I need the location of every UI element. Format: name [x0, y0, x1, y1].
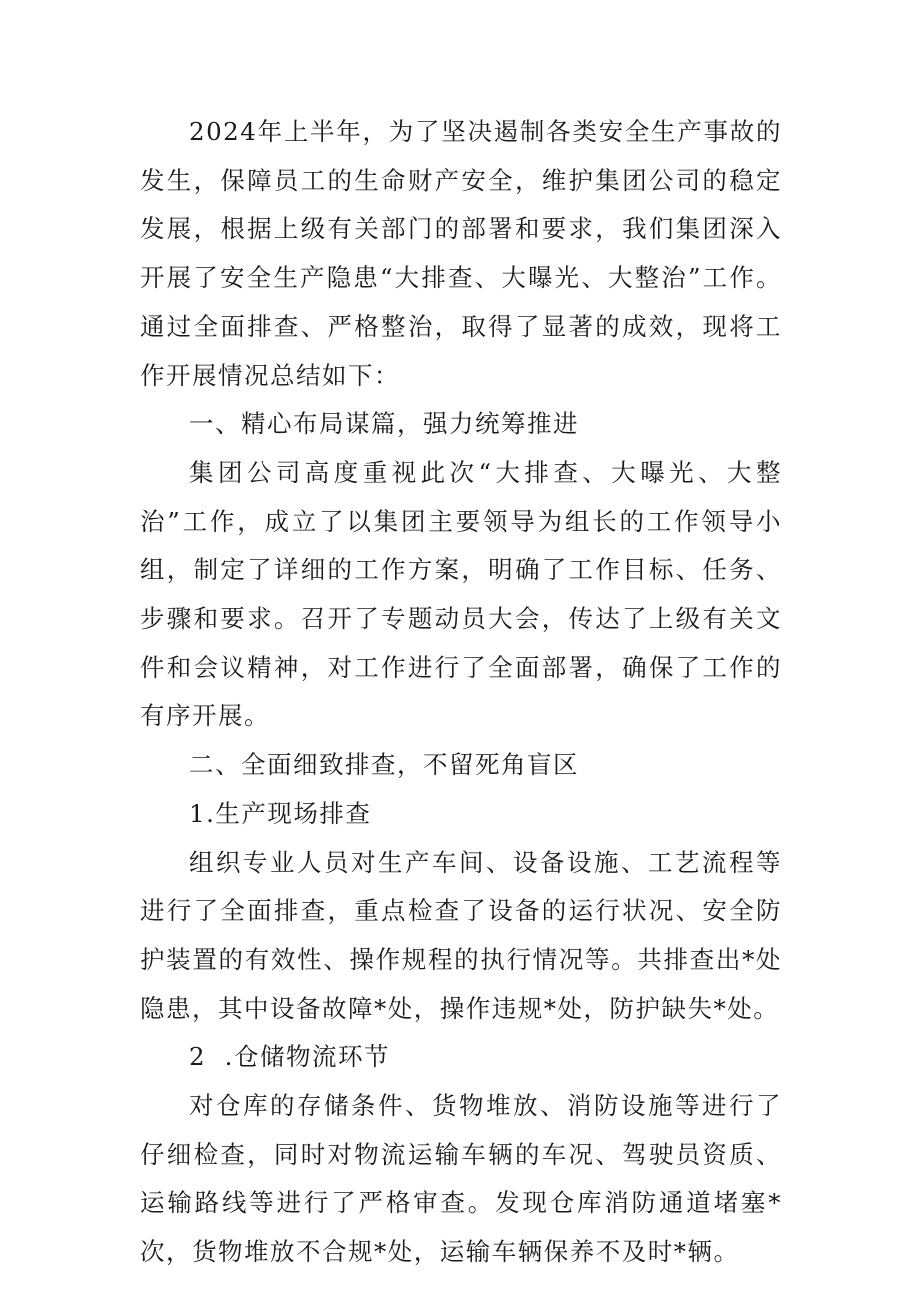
section-heading-2: 二、全面细致排查，不留死角盲区 [189, 750, 579, 780]
subsection-1-paragraph: 组织专业人员对生产车间、设备设施、工艺流程等进行了全面排查，重点检查了设备的运行状况、安全防护装置的有效性、操作规程的执行情况等。共排查出*处隐患，其中设备故障*处，操作违规*处，防护缺失*处。 [140, 847, 782, 1023]
subsection-2-paragraph: 对仓库的存储条件、货物堆放、消防设施等进行了仔细检查，同时对物流运输车辆的车况、驾驶员资质、运输路线等进行了严格审查。发现仓库消防通道堵塞*次，货物堆放不合规*处，运输车辆保养不及时*辆。 [140, 1091, 782, 1267]
document-page [140, 108, 782, 1277]
subsection-heading-1: 1.生产现场排查 [189, 798, 372, 828]
section-1-paragraph: 集团公司高度重视此次“大排查、大曝光、大整治”工作，成立了以集团主要领导为组长的工作领导小组，制定了详细的工作方案，明确了工作目标、任务、步骤和要求。召开了专题动员大会，传达了上级有关文件和会议精神，对工作进行了全面部署，确保了工作的有序开展。 [140, 457, 782, 731]
subsection-heading-2: 2 .仓储物流环节 [189, 1042, 390, 1072]
section-heading-1: 一、精心布局谋篇，强力统筹推进 [189, 409, 579, 439]
intro-paragraph: 2024年上半年，为了坚决遏制各类安全生产事故的发生，保障员工的生命财产安全，维护集团公司的稳定发展，根据上级有关部门的部署和要求，我们集团深入开展了安全生产隐患“大排查、大曝光、大整治”工作。通过全面排查、严格整治，取得了显著的成效，现将工作开展情况总结如下： [140, 117, 782, 390]
